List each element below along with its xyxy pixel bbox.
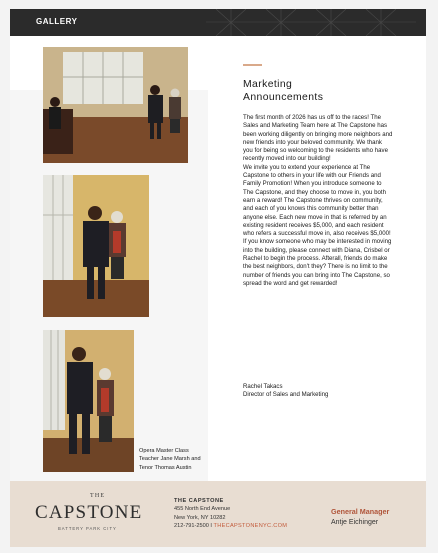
accent-divider [243,64,262,66]
caption-line: Opera Master Class [139,448,189,454]
gallery-header-band [10,9,426,36]
article-paragraph: We invite you to extend your experience at The Capstone to others in your life with our Friends and Family Promotion! When you introduce someone to The Capstone, and they choose to move in, you both earn a reward! The Capstone thrives on community, and each of you knows this community better than anyone else. Each new move in that is referred by an existing resident receives $5,000, and each resident who refers a successful move in, also receives $5,000! If you know someone who may be interested in moving into the building, please connect with Diana, Crisbel or Rachel to begin the process. Afterall, friends do make the best neighbors, don't they? There is no limit to the number of friends you can bring into The Capstone, so spread the word and get rewarded! [243,163,392,287]
starburst-pattern [186,9,426,36]
address-line: New York, NY 10282 [174,514,226,521]
address-line: 455 North End Avenue [174,506,231,513]
contact-line [174,522,287,530]
article-title [243,79,393,104]
gallery-photo-singers [43,330,134,472]
caption-line: Teacher Jane Marsh and [139,456,201,463]
logo-subtitle: BATTERY PARK CITY [58,526,117,531]
contact-separator: I [210,522,212,529]
phone-number: 212-791-2500 [174,522,209,529]
article-title-line: Announcements [243,91,324,103]
caption-line: Tenor Thomas Austin [139,464,192,471]
address-name: THE CAPSTONE [174,498,224,504]
signature-title: Director of Sales and Marketing [243,391,329,399]
article-title-line: Marketing [243,79,293,90]
signature-name: Rachel Takacs [243,383,283,390]
logo-the: THE [90,493,106,499]
capstone-logo: CAPSTONE [35,502,143,523]
photo-caption [139,447,229,472]
general-manager-name: Antje Eichinger [331,519,379,526]
gallery-photo-duet [43,175,149,317]
gallery-title: GALLERY [36,17,78,26]
article-body [243,114,393,288]
article-signature [243,383,393,400]
address-block [174,497,287,530]
general-manager-title: General Manager [331,507,390,516]
website-link[interactable]: THECAPSTONENYC.COM [213,522,288,529]
footer [10,481,426,547]
article-paragraph: The first month of 2026 has us off to the races! The Sales and Marketing Team here at The Capstone has been working diligently on bringing more neighbors and new friends into your beloved community. We thank you for being so welcoming to the residents who have recently moved into our building! [243,114,393,163]
gallery-photo-performance-room [43,47,188,163]
